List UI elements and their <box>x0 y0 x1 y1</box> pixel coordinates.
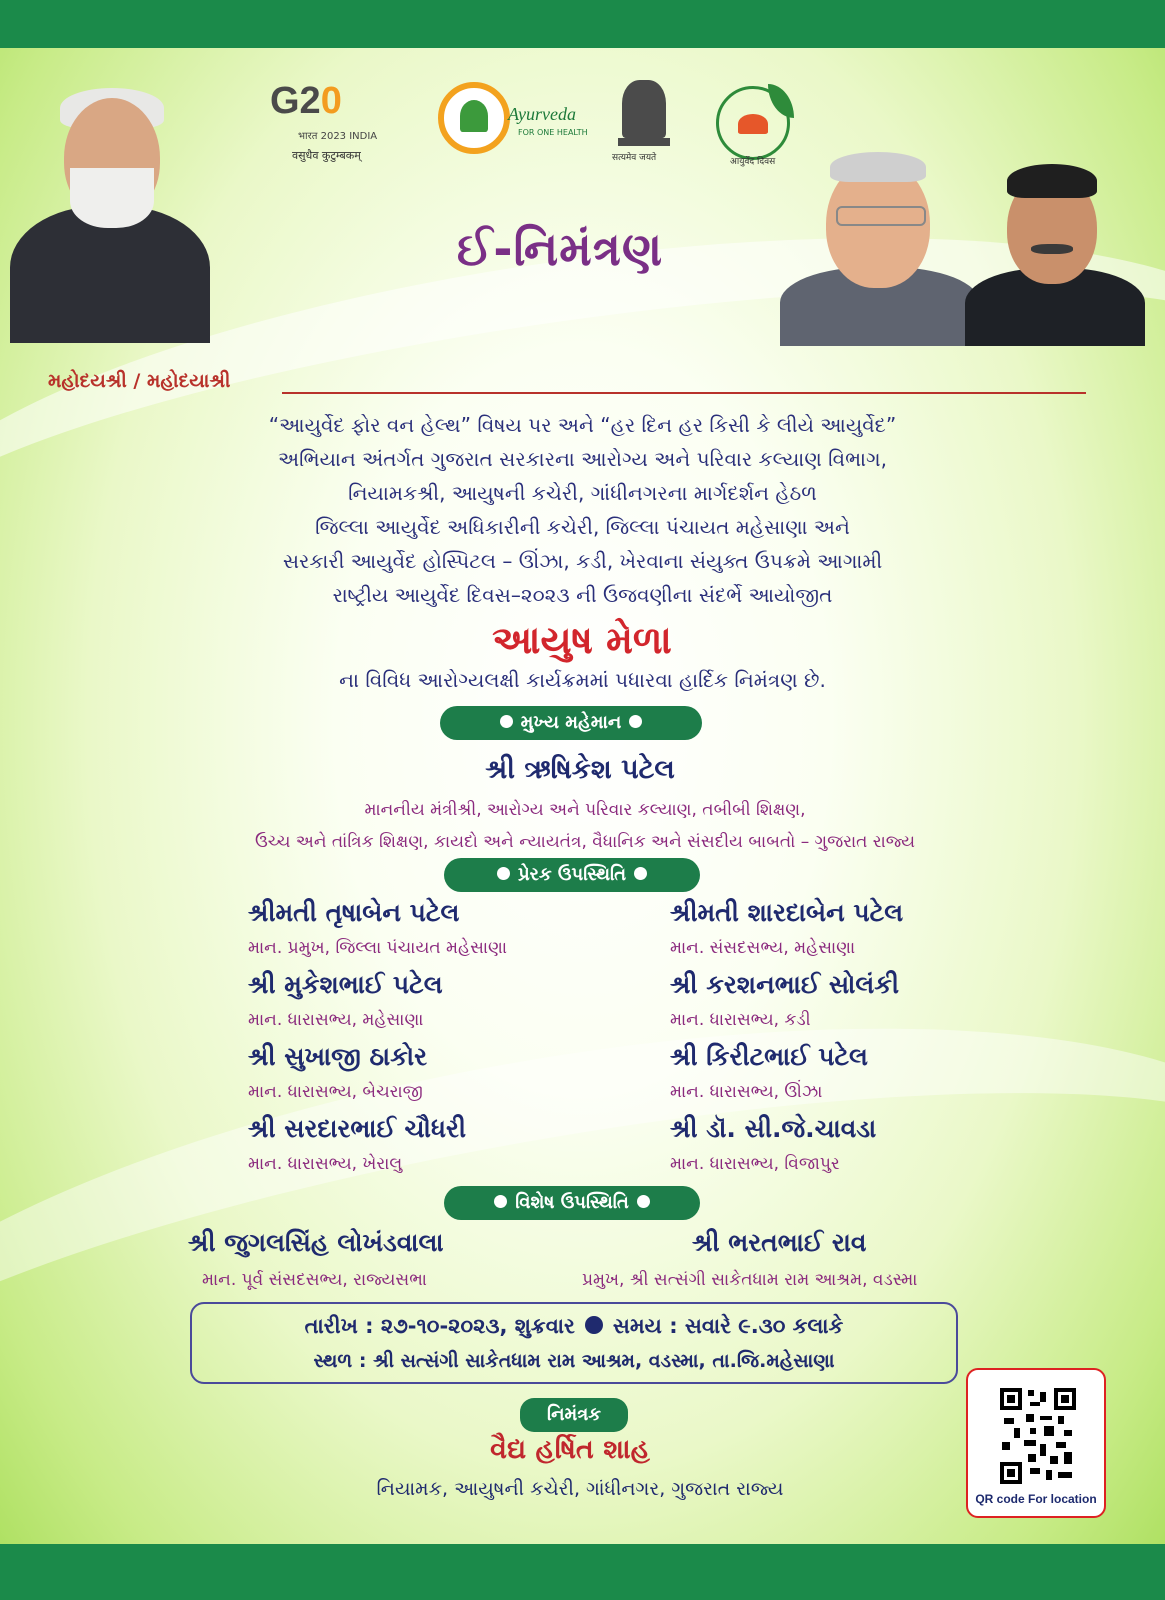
bullet-icon <box>497 867 510 880</box>
chief-guest-desc <box>100 794 1070 858</box>
guest-name: શ્રી ડૉ. સી.જે.ચાવડા <box>670 1114 877 1143</box>
national-emblem-logo <box>612 80 676 166</box>
guest-role: માન. ધારાસભ્ય, બેચરાજી <box>248 1082 423 1102</box>
special-label: વિશેષ ઉપસ્થિતિ <box>444 1186 700 1220</box>
g20-sub: भारत 2023 INDIA <box>298 131 378 142</box>
guest-name: શ્રીમતી શારદાબેન પટેલ <box>670 898 904 927</box>
g20-logo <box>270 80 400 172</box>
qr-code-icon <box>1000 1388 1076 1484</box>
portrait-right-1 <box>780 148 980 346</box>
bullet-icon <box>494 1195 507 1208</box>
intro-line: જિલ્લા આયુર્વેદ અધિકારીની કચેરી, જિલ્લા પંચાયત મહેસાણા અને <box>315 515 850 539</box>
g20-tagline: वसुधैव कुटुम्बकम् <box>292 149 361 162</box>
bullet-icon <box>637 1195 650 1208</box>
guest-name: શ્રી સુખાજી ઠાકોર <box>248 1042 428 1071</box>
qr-code-card[interactable] <box>966 1368 1106 1518</box>
guest-name: શ્રીમતી તૃષાબેન પટેલ <box>248 898 460 927</box>
bottom-band <box>0 1544 1165 1600</box>
special-guest-name: શ્રી જુગલસિંહ લોખંડવાલા <box>188 1228 444 1257</box>
event-date: તારીખ : ૨૭-૧૦-૨૦૨૩, શુક્રવાર <box>304 1314 575 1338</box>
chief-guest-desc-line: માનનીય મંત્રીશ્રી, આરોગ્ય અને પરિવાર કલ્યાણ, તબીબી શિક્ષણ, <box>364 800 806 820</box>
event-name: આયુષ મેળા <box>492 618 672 662</box>
guest-role: માન. પ્રમુખ, જિલ્લા પંચાયત મહેસાણા <box>248 938 508 958</box>
bullet-icon <box>500 715 513 728</box>
guest-role: માન. ધારાસભ્ય, ઊંઝા <box>670 1082 823 1102</box>
portrait-left <box>10 58 210 343</box>
schedule-box <box>190 1302 958 1384</box>
intro-line: “આયુર્વેદ ફોર વન હેલ્થ” વિષય પર અને “હર દિન હર કિસી કે લીયે આયુર્વેદ” <box>268 413 897 437</box>
special-guest-name: શ્રી ભરતભાઈ રાવ <box>692 1228 867 1257</box>
intro-line: સરકારી આયુર્વેદ હોસ્પિટલ – ઊંઝા, કડી, ખેરવાના સંયુક્ત ઉપક્રમે આગામી <box>282 549 883 573</box>
date-time-line <box>192 1314 956 1339</box>
host-role: નિયામક, આયુષની કચેરી, ગાંધીનગર, ગુજરાત રાજ્ય <box>376 1478 784 1500</box>
qr-code-label: QR code For location <box>975 1492 1097 1506</box>
portrait-right-2 <box>965 160 1145 346</box>
emblem-motto: सत्यमेव जयते <box>612 153 657 163</box>
guest-name: શ્રી સરદારભાઈ ચૌધરી <box>248 1114 467 1143</box>
special-guest-role: માન. પૂર્વ સંસદસભ્ય, રાજ્યસભા <box>202 1270 427 1290</box>
guest-role: માન. ધારાસભ્ય, મહેસાણા <box>248 1010 424 1030</box>
top-band <box>0 0 1165 48</box>
bullet-icon <box>634 867 647 880</box>
guest-name: શ્રી કિરીટભાઈ પટેલ <box>670 1042 868 1071</box>
bullet-icon <box>629 715 642 728</box>
guest-role: માન. ધારાસભ્ય, ખેરાલુ <box>248 1154 403 1174</box>
chief-guest-desc-line: ઉચ્ચ અને તાંત્રિક શિક્ષણ, કાયદો અને ન્યાયતંત્ર, વૈધાનિક અને સંસદીય બાબતો – ગુજરાત રાજ્ય <box>254 832 916 852</box>
ayurveda-day-label: आयुर्वेद दिवस <box>730 157 776 167</box>
guests-label: પ્રેરક ઉપસ્થિતિ <box>444 858 700 892</box>
page-title: ઈ-નિમંત્રણ <box>456 222 664 276</box>
event-time: સમય : સવારે ૯.૩૦ કલાકે <box>612 1314 844 1338</box>
special-guest-role: પ્રમુખ, શ્રી સત્સંગી સાકેતધામ રામ આશ્રમ, વડસ્મા <box>582 1270 918 1290</box>
intro-line: નિયામકશ્રી, આયુષની કચેરી, ગાંધીનગરના માર્ગદર્શન હેઠળ <box>348 481 817 505</box>
chief-guest-label: મુખ્ય મહેમાન <box>440 706 702 740</box>
chief-guest-name: શ્રી ઋષિકેશ પટેલ <box>485 754 675 785</box>
ayurveda-sub: FOR ONE HEALTH <box>518 128 588 137</box>
intro-text <box>90 408 1075 612</box>
intro-line: રાષ્ટ્રીય આયુર્વેદ દિવસ–૨૦૨૩ ની ઉજવણીના સંદર્ભે આયોજીત <box>332 583 833 607</box>
salutation: મહોદયશ્રી / મહોદયાશ્રી <box>48 370 231 392</box>
ayurveda-day-logo <box>708 80 798 170</box>
salutation-line <box>282 392 1086 394</box>
guest-name: શ્રી કરશનભાઈ સોલંકી <box>670 970 900 999</box>
guest-name: શ્રી મુકેશભાઈ પટેલ <box>248 970 443 999</box>
g20-text: G20 <box>270 80 342 122</box>
guest-role: માન. ધારાસભ્ય, વિજાપુર <box>670 1154 840 1174</box>
bullet-icon <box>585 1316 603 1334</box>
ayurveda-logo <box>438 82 593 164</box>
guest-role: માન. સંસદસભ્ય, મહેસાણા <box>670 938 856 958</box>
event-venue: સ્થળ : શ્રી સત્સંગી સાકેતધામ રામ આશ્રમ, વડસ્મા, તા.જિ.મહેસાણા <box>313 1350 835 1372</box>
guest-role: માન. ધારાસભ્ય, કડી <box>670 1010 811 1030</box>
invite-line: ના વિવિધ આરોગ્યલક્ષી કાર્યક્રમમાં પધારવા હાર્દિક નિમંત્રણ છે. <box>339 668 826 692</box>
ayurveda-word: Ayurveda <box>508 104 576 124</box>
intro-line: અભિયાન અંતર્ગત ગુજરાત સરકારના આરોગ્ય અને પરિવાર કલ્યાણ વિભાગ, <box>278 447 887 471</box>
host-label: નિમંત્રક <box>520 1398 628 1432</box>
host-name: વૈદ્ય હર્ષિત શાહ <box>490 1434 650 1465</box>
